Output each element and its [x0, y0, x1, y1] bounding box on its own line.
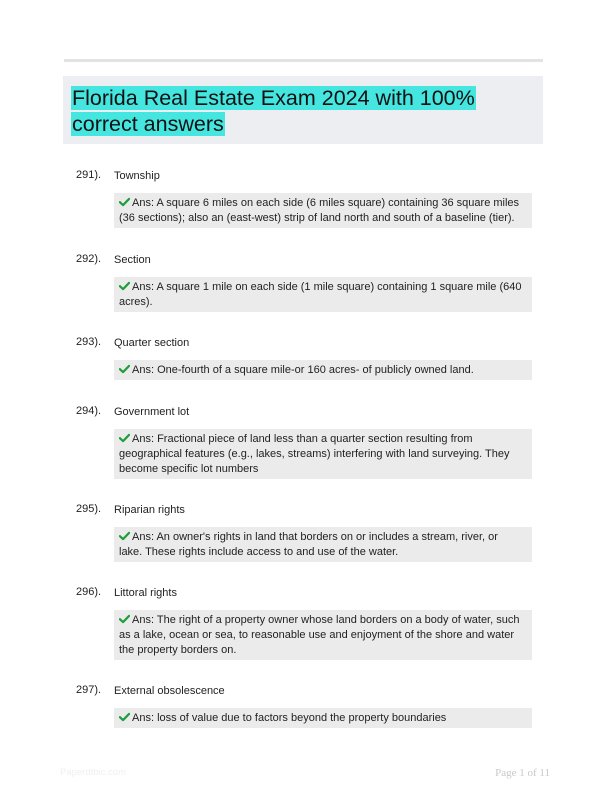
question-term: Government lot [114, 406, 190, 418]
answer-box [114, 429, 532, 479]
answer-box [114, 708, 532, 728]
question-number: 295). [76, 503, 102, 515]
question-term: Township [114, 170, 160, 182]
answer-text: Ans: Fractional piece of land less than a quarter section resulting from geographical features (e.g., lakes, streams) interfering with land surveying. They become specific lot numbers [119, 433, 510, 475]
answer-box [114, 193, 532, 228]
question-number: 296). [76, 586, 102, 598]
question-number: 291). [76, 169, 102, 181]
check-icon [119, 614, 130, 624]
answer-text: Ans: An owner's rights in land that borders on or includes a stream, river, or lake. These rights include access to and use of the water. [119, 531, 498, 558]
question-number: 292). [76, 253, 102, 265]
check-icon [119, 364, 130, 374]
answer-box [114, 277, 532, 312]
check-icon [119, 281, 130, 291]
answer-text: Ans: A square 1 mile on each side (1 mile square) containing 1 square mile (640 acres). [119, 281, 522, 308]
check-icon [119, 197, 130, 207]
answer-text: Ans: The right of a property owner whose land borders on a body of water, such as a lake, ocean or sea, to reasonable use and enjoyment of the shore and water the property borders on. [119, 614, 520, 656]
answer-text: Ans: A square 6 miles on each side (6 miles square) containing 36 square miles (36 sections); also an (east-west) strip of land north and south of a baseline (tier). [119, 197, 520, 224]
answer-box [114, 360, 532, 380]
answer-text: Ans: loss of value due to factors beyond the property boundaries [132, 712, 447, 724]
check-icon [119, 433, 130, 443]
question-term: External obsolescence [114, 685, 225, 697]
question-term: Riparian rights [114, 504, 185, 516]
footer-watermark: Paperdtbic.com [60, 767, 127, 778]
answer-box [114, 527, 532, 562]
question-number: 293). [76, 336, 102, 348]
answer-box [114, 610, 532, 660]
page-indicator: Page 1 of 11 [495, 767, 550, 779]
question-number: 297). [76, 684, 102, 696]
title-highlight: Florida Real Estate Exam 2024 with 100% correct answers [72, 86, 475, 136]
question-term: Section [114, 254, 151, 266]
check-icon [119, 712, 130, 722]
check-icon [119, 531, 130, 541]
answer-text: Ans: One-fourth of a square mile-or 160 acres- of publicly owned land. [132, 364, 474, 376]
question-number: 294). [76, 405, 102, 417]
question-term: Littoral rights [114, 587, 177, 599]
question-term: Quarter section [114, 337, 190, 349]
